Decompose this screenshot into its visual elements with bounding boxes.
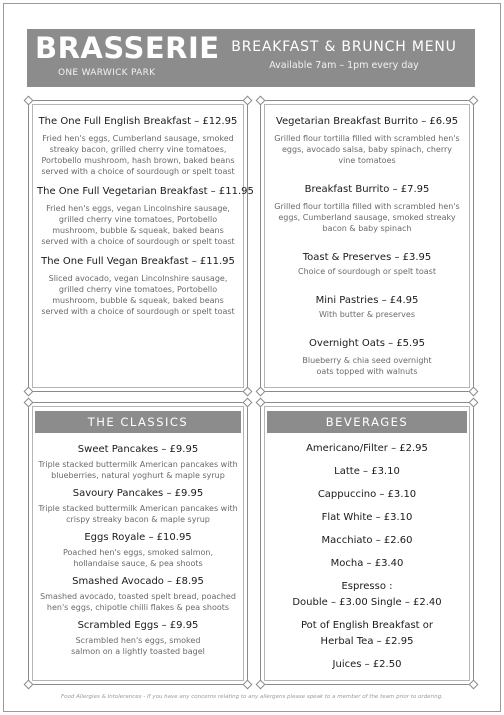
beverages-heading: BEVERAGES: [267, 411, 467, 433]
item-description: Grilled flour tortilla filled with scrambled hen's eggs, avocado salsa, baby spinach, cherry vine tomatoes: [274, 134, 460, 165]
beverage-item: Herbal Tea – £2.95: [320, 636, 414, 647]
menu-item: [37, 185, 254, 247]
item-description: Smashed avocado, toasted spelt bread, poached hen's eggs, chipotle chilli flakes & pea shoots: [40, 592, 236, 612]
beverage-item: Latte – £3.10: [334, 466, 400, 477]
item-title: The One Full Vegetarian Breakfast – £11.95: [37, 186, 254, 197]
beverage-item: Espresso :: [341, 581, 393, 592]
beverage-item: Double – £3.00 Single – £2.40: [292, 597, 442, 608]
menu-item: [37, 575, 239, 613]
beverage-item: Flat White – £3.10: [321, 512, 413, 523]
availability-text: Available 7am – 1pm every day: [269, 60, 419, 71]
beverage-item: Mocha – £3.40: [330, 558, 404, 569]
menu-item: [37, 531, 239, 569]
item-description: Sliced avocado, vegan Lincolnshire sausage, grilled cherry vine tomatoes, Portobello mushroom, bubble & squeak, baked beans served with a choice of sourdough or spelt toast: [41, 274, 235, 316]
beverage-item: Juices – £2.50: [332, 659, 402, 670]
location-name: ONE WARWICK PARK: [58, 68, 156, 78]
item-title: The One Full English Breakfast – £12.95: [38, 116, 238, 127]
item-description: Choice of sourdough or spelt toast: [298, 267, 436, 276]
menu-item: [269, 183, 465, 234]
item-title: The One Full Vegan Breakfast – £11.95: [41, 256, 235, 267]
beverages-list: [269, 442, 465, 671]
menu-item: [37, 619, 239, 657]
item-description: With butter & preserves: [319, 310, 415, 319]
item-title: Mini Pastries – £4.95: [315, 295, 419, 306]
item-description: Grilled flour tortilla filled with scrambled hen's eggs, Cumberland sausage, smoked streaky bacon & baby spinach: [274, 202, 460, 233]
item-title: Savoury Pancakes – £9.95: [72, 488, 204, 499]
item-description: Poached hen's eggs, smoked salmon, hollandaise sauce, & pea shoots: [63, 548, 213, 568]
menu-item: [37, 443, 239, 481]
menu-item: [37, 115, 239, 177]
breakfast-panel: [28, 100, 254, 392]
menu-item: [269, 115, 465, 166]
item-title: Smashed Avocado – £8.95: [72, 576, 204, 587]
menu-item: [269, 251, 465, 277]
item-description: Triple stacked buttermilk American pancakes with blueberries, natural yoghurt & maple syrup: [38, 460, 238, 480]
item-title: Scrambled Eggs – £9.95: [77, 620, 199, 631]
item-title: Breakfast Burrito – £7.95: [304, 184, 430, 195]
beverage-item: Pot of English Breakfast or: [300, 620, 433, 631]
beverage-item: Americano/Filter – £2.95: [306, 443, 428, 454]
item-description: Blueberry & chia seed overnight oats topped with walnuts: [302, 356, 432, 376]
menu-item: [269, 337, 465, 377]
menu-item: [269, 294, 465, 320]
beverage-item: Macchiato – £2.60: [321, 535, 413, 546]
menu-item: [37, 255, 239, 317]
item-title: Vegetarian Breakfast Burrito – £6.95: [275, 116, 459, 127]
breakfast-list: [37, 115, 254, 317]
item-title: Eggs Royale – £10.95: [84, 532, 192, 543]
classics-panel: [28, 402, 248, 685]
classics-list: [37, 443, 239, 657]
item-title: Toast & Preserves – £3.95: [302, 252, 432, 263]
item-description: Fried hen's eggs, vegan Lincolnshire sausage, grilled cherry vine tomatoes, Portobello mushroom, bubble & squeak, baked beans served with a choice of sourdough or spelt toast: [41, 204, 235, 246]
light-bites-panel: [260, 100, 474, 392]
beverage-item: Cappuccino – £3.10: [317, 489, 417, 500]
beverages-panel: [260, 402, 474, 685]
item-title: Sweet Pancakes – £9.95: [77, 444, 199, 455]
brand-name: BRASSERIE: [35, 31, 220, 65]
item-title: Overnight Oats – £5.95: [309, 338, 425, 349]
menu-title: BREAKFAST & BRUNCH MENU: [231, 39, 457, 55]
classics-heading: THE CLASSICS: [35, 411, 241, 433]
item-description: Fried hen's eggs, Cumberland sausage, smoked streaky bacon, grilled cherry vine tomatoes, Portobello mushroom, hash brown, baked beans served with a choice of sourdough or spelt toast: [41, 134, 235, 176]
light-bites-list: [269, 115, 465, 377]
menu-item: [37, 487, 239, 525]
allergy-footnote: Food Allergies & Intolerances - If you have any concerns relating to any allergens please speak to a member of the team prior to ordering.: [60, 694, 444, 700]
item-description: Triple stacked buttermilk American pancakes with crispy streaky bacon & maple syrup: [38, 504, 238, 524]
item-description: Scrambled hen's eggs, smoked salmon on a lightly toasted bagel: [71, 636, 205, 656]
